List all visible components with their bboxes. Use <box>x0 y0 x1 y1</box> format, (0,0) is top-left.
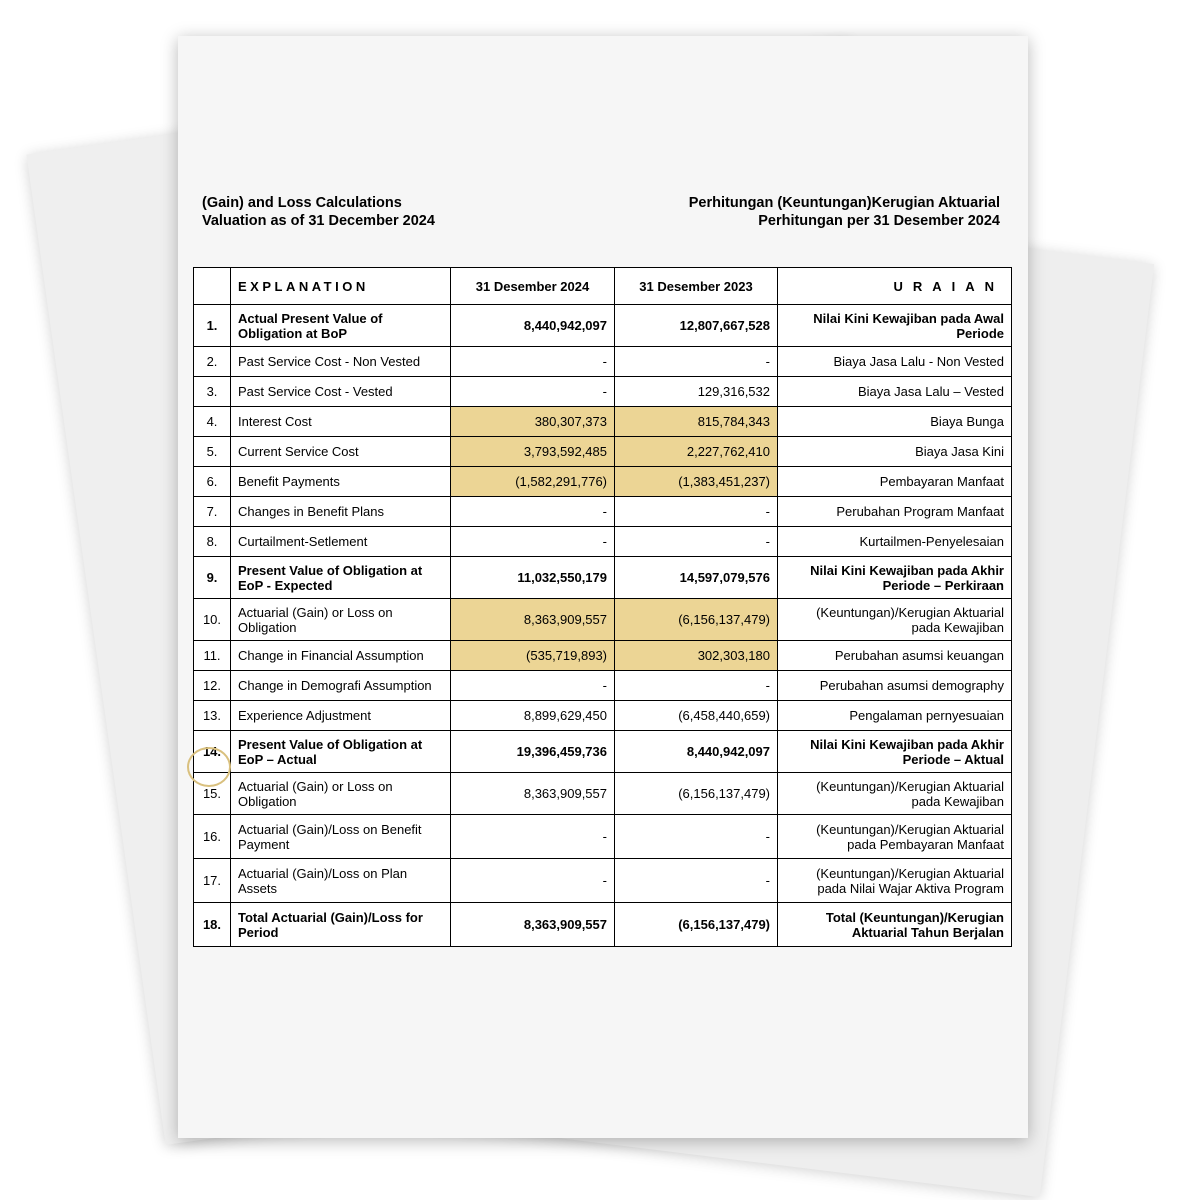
row-value-2023: (6,458,440,659) <box>615 701 778 731</box>
row-value-2024: (535,719,893) <box>451 641 615 671</box>
row-uraian: (Keuntungan)/Kerugian Aktuarial pada Kewajiban <box>778 773 1012 815</box>
table-row <box>194 347 1012 377</box>
row-uraian: Biaya Jasa Lalu – Vested <box>778 377 1012 407</box>
row-explanation: Actuarial (Gain)/Loss on Plan Assets <box>231 859 451 903</box>
row-uraian: Biaya Jasa Lalu - Non Vested <box>778 347 1012 377</box>
row-value-2024: 3,793,592,485 <box>451 437 615 467</box>
row-value-2023: - <box>615 859 778 903</box>
row-number: 13. <box>194 701 231 731</box>
row-explanation: Present Value of Obligation at EoP – Actual <box>231 731 451 773</box>
title-indonesian <box>689 194 1000 230</box>
row-uraian: Pembayaran Manfaat <box>778 467 1012 497</box>
row-explanation: Present Value of Obligation at EoP - Expected <box>231 557 451 599</box>
header-2024: 31 Desember 2024 <box>451 268 615 305</box>
row-value-2024: 8,363,909,557 <box>451 773 615 815</box>
row-number: 17. <box>194 859 231 903</box>
row-value-2024: 11,032,550,179 <box>451 557 615 599</box>
row-value-2023: - <box>615 671 778 701</box>
row-number: 7. <box>194 497 231 527</box>
row-value-2023: 14,597,079,576 <box>615 557 778 599</box>
row-value-2023: - <box>615 815 778 859</box>
row-value-2024: 8,440,942,097 <box>451 305 615 347</box>
row-uraian: Perubahan asumsi demography <box>778 671 1012 701</box>
table-row <box>194 407 1012 437</box>
row-number: 11. <box>194 641 231 671</box>
row-explanation: Interest Cost <box>231 407 451 437</box>
table-row <box>194 903 1012 947</box>
row-explanation: Actuarial (Gain) or Loss on Obligation <box>231 773 451 815</box>
header-2023: 31 Desember 2023 <box>615 268 778 305</box>
table-row <box>194 497 1012 527</box>
row-number: 4. <box>194 407 231 437</box>
row-value-2024: - <box>451 497 615 527</box>
row-number: 1. <box>194 305 231 347</box>
title-indonesian-line1: Perhitungan (Keuntungan)Kerugian Aktuarial <box>688 195 1000 211</box>
row-value-2023: - <box>615 527 778 557</box>
row-number: 10. <box>194 599 231 641</box>
row-value-2024: - <box>451 815 615 859</box>
table-row <box>194 557 1012 599</box>
row-number: 6. <box>194 467 231 497</box>
row-number: 12. <box>194 671 231 701</box>
row-value-2024: - <box>451 377 615 407</box>
row-explanation: Change in Demografi Assumption <box>231 671 451 701</box>
row-number: 15. <box>194 773 231 815</box>
row-value-2023: (6,156,137,479) <box>615 599 778 641</box>
row-uraian: Total (Keuntungan)/Kerugian Aktuarial Tahun Berjalan <box>778 903 1012 947</box>
title-indonesian-line2: Perhitungan per 31 Desember 2024 <box>758 213 1000 229</box>
row-uraian: Biaya Jasa Kini <box>778 437 1012 467</box>
hand-drawn-circle-mark <box>187 747 231 787</box>
table-row <box>194 641 1012 671</box>
row-value-2023: (1,383,451,237) <box>615 467 778 497</box>
row-explanation: Current Service Cost <box>231 437 451 467</box>
row-value-2023: - <box>615 347 778 377</box>
table-row <box>194 671 1012 701</box>
table-row <box>194 731 1012 773</box>
row-explanation: Actuarial (Gain)/Loss on Benefit Payment <box>231 815 451 859</box>
row-explanation: Change in Financial Assumption <box>231 641 451 671</box>
row-value-2024: - <box>451 859 615 903</box>
row-number: 14. <box>194 731 231 773</box>
table-row <box>194 305 1012 347</box>
row-value-2024: 380,307,373 <box>451 407 615 437</box>
row-value-2024: (1,582,291,776) <box>451 467 615 497</box>
row-uraian: Nilai Kini Kewajiban pada Akhir Periode – Aktual <box>778 731 1012 773</box>
title-english <box>202 194 435 230</box>
row-value-2024: 8,363,909,557 <box>451 599 615 641</box>
row-value-2024: 8,899,629,450 <box>451 701 615 731</box>
row-explanation: Changes in Benefit Plans <box>231 497 451 527</box>
title-english-line2: Valuation as of 31 December 2024 <box>202 213 435 229</box>
row-number: 2. <box>194 347 231 377</box>
row-uraian: (Keuntungan)/Kerugian Aktuarial pada Kewajiban <box>778 599 1012 641</box>
table-row <box>194 599 1012 641</box>
table-row <box>194 859 1012 903</box>
row-explanation: Total Actuarial (Gain)/Loss for Period <box>231 903 451 947</box>
table-row <box>194 467 1012 497</box>
row-explanation: Experience Adjustment <box>231 701 451 731</box>
row-explanation: Actuarial (Gain) or Loss on Obligation <box>231 599 451 641</box>
row-uraian: Perubahan asumsi keuangan <box>778 641 1012 671</box>
row-uraian: Perubahan Program Manfaat <box>778 497 1012 527</box>
row-uraian: (Keuntungan)/Kerugian Aktuarial pada Pembayaran Manfaat <box>778 815 1012 859</box>
row-value-2023: 2,227,762,410 <box>615 437 778 467</box>
table-row <box>194 773 1012 815</box>
row-uraian: Pengalaman pernyesuaian <box>778 701 1012 731</box>
table-row <box>194 377 1012 407</box>
row-value-2024: - <box>451 527 615 557</box>
row-uraian: Nilai Kini Kewajiban pada Awal Periode <box>778 305 1012 347</box>
row-value-2023: - <box>615 497 778 527</box>
row-value-2023: 129,316,532 <box>615 377 778 407</box>
row-number: 16. <box>194 815 231 859</box>
row-uraian: Kurtailmen-Penyelesaian <box>778 527 1012 557</box>
row-number: 3. <box>194 377 231 407</box>
table-row <box>194 701 1012 731</box>
row-value-2024: 8,363,909,557 <box>451 903 615 947</box>
row-value-2023: 815,784,343 <box>615 407 778 437</box>
header-no <box>194 268 231 305</box>
row-value-2023: 8,440,942,097 <box>615 731 778 773</box>
row-uraian: Biaya Bunga <box>778 407 1012 437</box>
row-explanation: Past Service Cost - Vested <box>231 377 451 407</box>
row-uraian: Nilai Kini Kewajiban pada Akhir Periode – Perkiraan <box>778 557 1012 599</box>
table-row <box>194 527 1012 557</box>
row-uraian: (Keuntungan)/Kerugian Aktuarial pada Nilai Wajar Aktiva Program <box>778 859 1012 903</box>
table-row <box>194 815 1012 859</box>
row-value-2023: (6,156,137,479) <box>615 773 778 815</box>
title-english-line1: (Gain) and Loss Calculations <box>202 195 402 211</box>
row-value-2023: 302,303,180 <box>615 641 778 671</box>
row-value-2024: - <box>451 671 615 701</box>
row-value-2023: 12,807,667,528 <box>615 305 778 347</box>
row-number: 8. <box>194 527 231 557</box>
table-header-row <box>194 268 1012 305</box>
gain-loss-table <box>193 267 1012 947</box>
row-explanation: Actual Present Value of Obligation at BoP <box>231 305 451 347</box>
row-explanation: Past Service Cost - Non Vested <box>231 347 451 377</box>
row-value-2023: (6,156,137,479) <box>615 903 778 947</box>
row-explanation: Benefit Payments <box>231 467 451 497</box>
table-row <box>194 437 1012 467</box>
header-explanation: EXPLANATION <box>231 268 451 305</box>
row-number: 9. <box>194 557 231 599</box>
header-uraian: URAIAN <box>778 268 1012 305</box>
row-value-2024: - <box>451 347 615 377</box>
row-number: 18. <box>194 903 231 947</box>
row-explanation: Curtailment-Setlement <box>231 527 451 557</box>
row-value-2024: 19,396,459,736 <box>451 731 615 773</box>
row-number: 5. <box>194 437 231 467</box>
